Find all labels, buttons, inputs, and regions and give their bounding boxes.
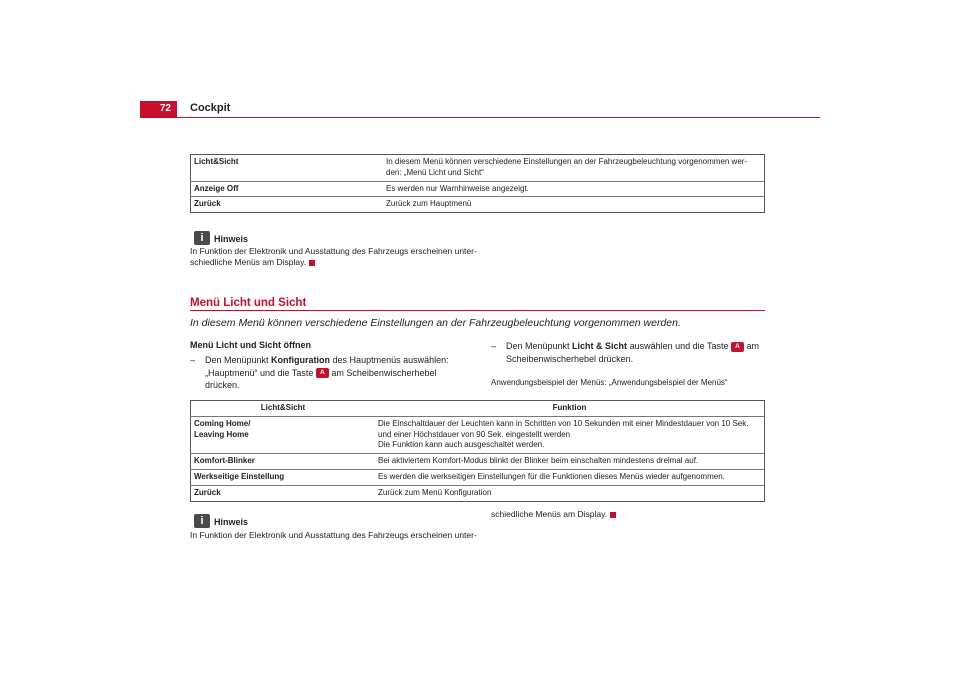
info-note-icon: i (194, 514, 210, 528)
button-a-icon: A (731, 342, 744, 352)
end-marker-icon (610, 512, 616, 518)
note-text: In Funktion der Elektronik und Ausstattung des Fahrzeugs erscheinen unter- (190, 530, 477, 540)
row-description-line: den: „Menü Licht und Sicht“ (386, 167, 484, 177)
row-description-line: und einer Höchstdauer von 90 Sek. eingestellt werden (378, 429, 571, 439)
menu-table-display (190, 154, 765, 213)
note-line (190, 257, 480, 268)
note-title: Hinweis (214, 234, 249, 244)
note-text-continued (491, 509, 771, 520)
step-line: Scheibenwischerhebel drücken. (506, 353, 634, 364)
table-row (191, 155, 765, 182)
table-row (191, 469, 765, 485)
row-label: Licht&Sicht (194, 157, 239, 166)
step-2 (491, 340, 771, 365)
note-text (190, 246, 480, 269)
step-body (190, 354, 470, 392)
step-text: Den Menüpunkt (205, 355, 272, 365)
section-title: Menü Licht und Sicht (190, 297, 307, 309)
menu-table-light (190, 400, 765, 502)
section-divider (190, 310, 765, 311)
end-marker-icon (309, 260, 315, 266)
row-label: Zurück (191, 485, 376, 501)
step-text: am Scheibenwischerhebel (328, 367, 437, 378)
table-row (191, 181, 765, 197)
row-description: Es werden die werkseitigen Einstellungen für die Funktionen dieses Menüs wieder aufgenommen. (375, 469, 765, 485)
row-description-line: Die Funktion kann auch ausgeschaltet werden. (378, 440, 545, 450)
step-1 (190, 354, 470, 392)
chapter-title: Cockpit (190, 102, 231, 114)
row-description: Zurück zum Hauptmenü (383, 197, 765, 213)
step-text: Den Menüpunkt (506, 341, 573, 351)
table-header-row (191, 401, 765, 417)
step-text: des Hauptmenüs auswählen: (330, 355, 449, 365)
table-row (191, 485, 765, 501)
row-description-line: In diesem Menü können verschiedene Einstellungen an der Fahrzeugbeleuchtung vorgenommen wer- (386, 157, 748, 166)
step-line (205, 354, 470, 367)
row-label: Komfort-Blinker (191, 454, 376, 470)
step-line (205, 367, 470, 380)
subsection-title: Menü Licht und Sicht öffnen (190, 340, 311, 350)
menu-item-name: Licht & Sicht (572, 341, 628, 351)
step-dash: – (491, 341, 497, 351)
note-line-text: schiedliche Menüs am Display. (491, 509, 608, 519)
row-label-line: Coming Home/ (194, 418, 251, 428)
section-intro: In diesem Menü können verschiedene Einstellungen an der Fahrzeugbeleuchtung vorgenommen werden. (190, 317, 681, 329)
step-text: auswählen und die Taste (627, 341, 731, 351)
menu-item-name: Konfiguration (271, 355, 331, 365)
row-description: Es werden nur Warnhinweise angezeigt. (383, 181, 765, 197)
row-description (383, 155, 765, 182)
table-row (191, 454, 765, 470)
row-label (191, 416, 376, 453)
table-row (191, 197, 765, 213)
table-row (191, 416, 765, 453)
row-description (375, 416, 765, 453)
page-number: 72 (140, 101, 177, 117)
info-note-icon: i (194, 231, 210, 245)
step-text: „Hauptmenü“ und die Taste (205, 367, 316, 378)
note-title: Hinweis (214, 517, 249, 527)
step-body (491, 340, 771, 365)
header-divider (140, 117, 820, 118)
column-header: Funktion (552, 403, 587, 412)
row-label: Werkseitige Einstellung (191, 469, 376, 485)
column-header: Licht&Sicht (260, 403, 306, 412)
row-description: Bei aktiviertem Komfort-Modus blinkt der Blinker beim einschalten mindestens dreimal auf. (375, 454, 765, 470)
example-caption: Anwendungsbeispiel der Menüs: „Anwendungsbeispiel der Menüs“ (491, 378, 728, 387)
row-label-line: Leaving Home (194, 429, 249, 439)
button-a-icon: A (316, 368, 329, 378)
row-label: Zurück (191, 197, 384, 213)
row-description: Zurück zum Menü Konfiguration (375, 485, 765, 501)
step-line (506, 340, 771, 353)
note-line-text: schiedliche Menüs am Display. (190, 257, 307, 268)
step-text: am (743, 341, 759, 351)
step-line: drücken. (205, 380, 240, 391)
note-line: In Funktion der Elektronik und Ausstattung des Fahrzeugs erscheinen unter- (190, 246, 477, 256)
step-dash: – (190, 355, 196, 365)
row-description-line: Die Einschaltdauer der Leuchten kann in Schritten von 10 Sekunden mit einer Mindestdauer von 10 Sek. (378, 418, 749, 428)
row-label: Anzeige Off (191, 181, 384, 197)
